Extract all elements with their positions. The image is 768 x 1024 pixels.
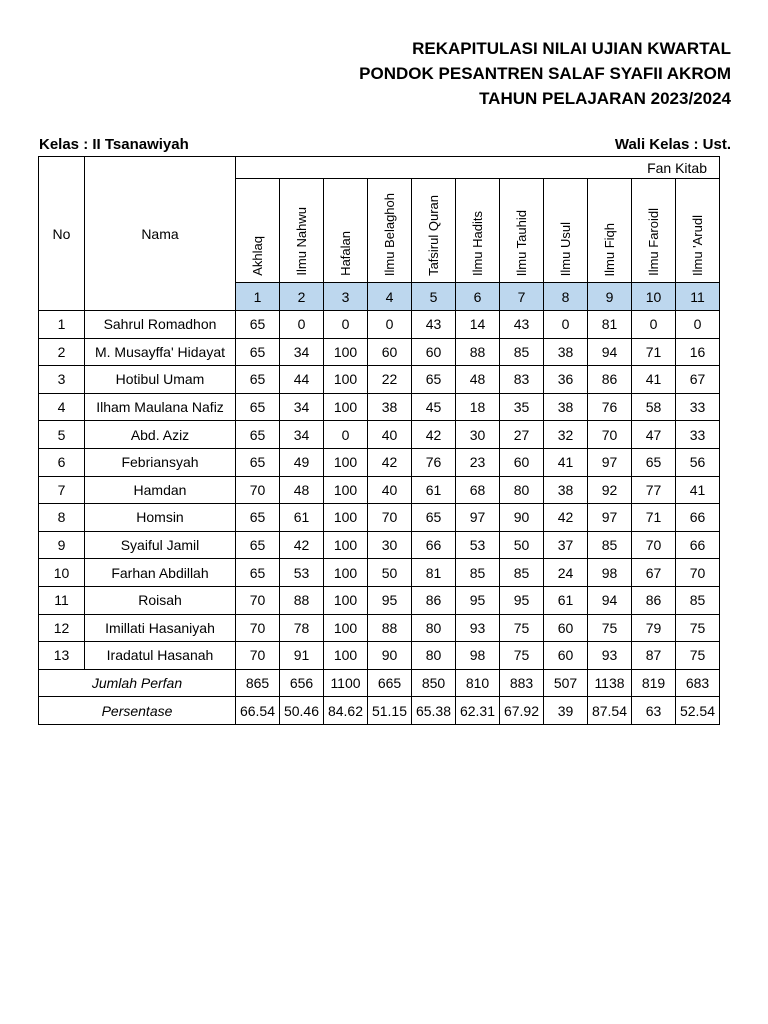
score-cell: 67	[676, 366, 720, 394]
wali-kelas-label: Wali Kelas : Ust.	[614, 136, 731, 153]
persentase-value: 39	[544, 697, 588, 725]
score-cell: 65	[236, 338, 280, 366]
jumlah-perfan-row	[39, 669, 720, 697]
subject-number: 4	[368, 283, 412, 311]
score-cell: 23	[456, 448, 500, 476]
score-cell: 100	[324, 448, 368, 476]
title-line-3: TAHUN PELAJARAN 2023/2024	[479, 89, 731, 108]
student-name: Sahrul Romadhon	[85, 311, 236, 339]
subject-header	[500, 179, 544, 283]
score-cell: 65	[236, 559, 280, 587]
score-cell: 65	[236, 393, 280, 421]
score-cell: 49	[280, 448, 324, 476]
jumlah-value: 1138	[588, 669, 632, 697]
score-cell: 48	[280, 476, 324, 504]
score-cell: 78	[280, 614, 324, 642]
score-cell: 34	[280, 393, 324, 421]
score-cell: 61	[544, 586, 588, 614]
persentase-value: 66.54	[236, 697, 280, 725]
score-cell: 70	[632, 531, 676, 559]
student-name: Roisah	[85, 586, 236, 614]
score-cell: 65	[236, 421, 280, 449]
table-row	[39, 642, 720, 670]
table-row	[39, 531, 720, 559]
table-row	[39, 504, 720, 532]
student-name: Imillati Hasaniyah	[85, 614, 236, 642]
score-cell: 85	[500, 338, 544, 366]
score-cell: 65	[236, 366, 280, 394]
jumlah-value: 865	[236, 669, 280, 697]
persentase-row	[39, 697, 720, 725]
score-cell: 93	[588, 642, 632, 670]
score-cell: 76	[588, 393, 632, 421]
jumlah-value: 819	[632, 669, 676, 697]
score-cell: 95	[368, 586, 412, 614]
header-fan-kitab: Fan Kitab	[236, 157, 720, 179]
score-cell: 75	[676, 614, 720, 642]
table-row	[39, 311, 720, 339]
jumlah-value: 1100	[324, 669, 368, 697]
score-cell: 100	[324, 531, 368, 559]
score-cell: 34	[280, 338, 324, 366]
score-cell: 100	[324, 642, 368, 670]
score-cell: 66	[412, 531, 456, 559]
score-cell: 81	[412, 559, 456, 587]
score-cell: 60	[412, 338, 456, 366]
score-cell: 91	[280, 642, 324, 670]
table-row	[39, 393, 720, 421]
subject-label: Ilmu Usul	[558, 221, 573, 276]
score-cell: 88	[280, 586, 324, 614]
subject-label: Tafsirul Quran	[426, 195, 441, 276]
score-cell: 38	[544, 476, 588, 504]
score-cell: 71	[632, 504, 676, 532]
score-cell: 37	[544, 531, 588, 559]
score-cell: 79	[632, 614, 676, 642]
persentase-value: 50.46	[280, 697, 324, 725]
subject-label: Akhlaq	[250, 236, 265, 276]
jumlah-value: 507	[544, 669, 588, 697]
row-number: 10	[39, 559, 85, 587]
subject-label: Ilmu Fiqh	[602, 222, 617, 276]
row-number: 13	[39, 642, 85, 670]
persentase-value: 67.92	[500, 697, 544, 725]
score-cell: 42	[368, 448, 412, 476]
persentase-value: 87.54	[588, 697, 632, 725]
score-cell: 75	[500, 614, 544, 642]
score-cell: 97	[588, 504, 632, 532]
score-cell: 33	[676, 421, 720, 449]
score-cell: 86	[588, 366, 632, 394]
score-cell: 80	[412, 642, 456, 670]
student-name: Farhan Abdillah	[85, 559, 236, 587]
score-cell: 85	[588, 531, 632, 559]
score-cell: 65	[236, 504, 280, 532]
score-cell: 75	[676, 642, 720, 670]
score-cell: 42	[544, 504, 588, 532]
score-cell: 65	[632, 448, 676, 476]
student-name: Syaiful Jamil	[85, 531, 236, 559]
jumlah-value: 810	[456, 669, 500, 697]
table-row	[39, 476, 720, 504]
subject-header	[676, 179, 720, 283]
jumlah-value: 850	[412, 669, 456, 697]
jumlah-value: 883	[500, 669, 544, 697]
student-name: Homsin	[85, 504, 236, 532]
subject-number: 6	[456, 283, 500, 311]
table-row	[39, 559, 720, 587]
score-cell: 80	[500, 476, 544, 504]
subject-number: 7	[500, 283, 544, 311]
score-cell: 60	[544, 614, 588, 642]
student-name: Abd. Aziz	[85, 421, 236, 449]
student-name: Hotibul Umam	[85, 366, 236, 394]
score-cell: 90	[368, 642, 412, 670]
score-cell: 14	[456, 311, 500, 339]
row-number: 11	[39, 586, 85, 614]
score-cell: 100	[324, 393, 368, 421]
score-cell: 87	[632, 642, 676, 670]
score-cell: 75	[588, 614, 632, 642]
score-cell: 86	[632, 586, 676, 614]
persentase-value: 62.31	[456, 697, 500, 725]
score-cell: 0	[324, 311, 368, 339]
subject-header	[368, 179, 412, 283]
subject-header	[456, 179, 500, 283]
score-cell: 81	[588, 311, 632, 339]
score-cell: 0	[324, 421, 368, 449]
score-cell: 76	[412, 448, 456, 476]
score-cell: 70	[588, 421, 632, 449]
score-cell: 60	[500, 448, 544, 476]
score-cell: 85	[456, 559, 500, 587]
table-row	[39, 421, 720, 449]
persentase-value: 51.15	[368, 697, 412, 725]
score-cell: 41	[632, 366, 676, 394]
table-row	[39, 614, 720, 642]
subject-number: 8	[544, 283, 588, 311]
score-cell: 65	[412, 366, 456, 394]
row-number: 3	[39, 366, 85, 394]
score-cell: 66	[676, 504, 720, 532]
score-cell: 33	[676, 393, 720, 421]
score-cell: 88	[368, 614, 412, 642]
score-cell: 50	[368, 559, 412, 587]
row-number: 12	[39, 614, 85, 642]
score-cell: 60	[544, 642, 588, 670]
score-cell: 35	[500, 393, 544, 421]
score-cell: 58	[632, 393, 676, 421]
score-cell: 98	[456, 642, 500, 670]
subject-label: Ilmu Tauhid	[514, 209, 529, 276]
subject-number: 1	[236, 283, 280, 311]
kelas-label: Kelas : II Tsanawiyah	[39, 136, 189, 153]
score-cell: 85	[676, 586, 720, 614]
jumlah-value: 656	[280, 669, 324, 697]
score-cell: 97	[588, 448, 632, 476]
score-cell: 92	[588, 476, 632, 504]
score-cell: 80	[412, 614, 456, 642]
score-cell: 27	[500, 421, 544, 449]
title-line-1: REKAPITULASI NILAI UJIAN KWARTAL	[412, 39, 731, 58]
score-cell: 70	[236, 586, 280, 614]
score-cell: 71	[632, 338, 676, 366]
score-cell: 65	[236, 531, 280, 559]
subject-header	[412, 179, 456, 283]
score-cell: 53	[280, 559, 324, 587]
score-cell: 0	[544, 311, 588, 339]
student-name: Febriansyah	[85, 448, 236, 476]
score-cell: 40	[368, 421, 412, 449]
row-number: 9	[39, 531, 85, 559]
score-cell: 100	[324, 504, 368, 532]
score-cell: 36	[544, 366, 588, 394]
subject-header	[588, 179, 632, 283]
score-cell: 95	[500, 586, 544, 614]
score-cell: 94	[588, 586, 632, 614]
subject-label: Ilmu Hadits	[470, 210, 485, 276]
subject-header	[632, 179, 676, 283]
score-cell: 95	[456, 586, 500, 614]
score-cell: 70	[236, 476, 280, 504]
score-cell: 30	[368, 531, 412, 559]
table-row	[39, 448, 720, 476]
subject-header	[324, 179, 368, 283]
persentase-value: 84.62	[324, 697, 368, 725]
subject-label: Hafalan	[338, 231, 353, 276]
score-cell: 0	[368, 311, 412, 339]
subject-number: 11	[676, 283, 720, 311]
score-cell: 43	[412, 311, 456, 339]
subject-label: Ilmu Belaghoh	[382, 192, 397, 276]
score-cell: 47	[632, 421, 676, 449]
score-cell: 45	[412, 393, 456, 421]
score-cell: 38	[368, 393, 412, 421]
score-cell: 100	[324, 366, 368, 394]
subject-header	[236, 179, 280, 283]
score-cell: 70	[236, 642, 280, 670]
score-cell: 66	[676, 531, 720, 559]
score-cell: 50	[500, 531, 544, 559]
row-number: 6	[39, 448, 85, 476]
subject-number: 9	[588, 283, 632, 311]
score-cell: 48	[456, 366, 500, 394]
grades-table	[38, 156, 720, 725]
score-cell: 100	[324, 559, 368, 587]
score-cell: 86	[412, 586, 456, 614]
score-cell: 16	[676, 338, 720, 366]
score-cell: 41	[676, 476, 720, 504]
header-nama: Nama	[85, 157, 236, 311]
row-number: 7	[39, 476, 85, 504]
score-cell: 100	[324, 586, 368, 614]
score-cell: 85	[500, 559, 544, 587]
score-cell: 94	[588, 338, 632, 366]
score-cell: 93	[456, 614, 500, 642]
score-cell: 0	[632, 311, 676, 339]
score-cell: 100	[324, 476, 368, 504]
row-number: 5	[39, 421, 85, 449]
score-cell: 77	[632, 476, 676, 504]
score-cell: 44	[280, 366, 324, 394]
score-cell: 65	[236, 311, 280, 339]
score-cell: 65	[412, 504, 456, 532]
score-cell: 34	[280, 421, 324, 449]
score-cell: 40	[368, 476, 412, 504]
subject-label: Ilmu Nahwu	[294, 207, 309, 276]
score-cell: 61	[280, 504, 324, 532]
subject-label: Ilmu Faroidl	[646, 208, 661, 276]
persentase-value: 65.38	[412, 697, 456, 725]
score-cell: 61	[412, 476, 456, 504]
score-cell: 83	[500, 366, 544, 394]
score-cell: 18	[456, 393, 500, 421]
score-cell: 0	[676, 311, 720, 339]
table-row	[39, 366, 720, 394]
jumlah-value: 665	[368, 669, 412, 697]
jumlah-value: 683	[676, 669, 720, 697]
score-cell: 65	[236, 448, 280, 476]
title-line-2: PONDOK PESANTREN SALAF SYAFII AKROM	[359, 64, 731, 83]
score-cell: 75	[500, 642, 544, 670]
score-cell: 88	[456, 338, 500, 366]
score-cell: 38	[544, 338, 588, 366]
score-cell: 56	[676, 448, 720, 476]
score-cell: 30	[456, 421, 500, 449]
score-cell: 60	[368, 338, 412, 366]
score-cell: 24	[544, 559, 588, 587]
table-row	[39, 338, 720, 366]
score-cell: 32	[544, 421, 588, 449]
subject-number: 5	[412, 283, 456, 311]
score-cell: 42	[280, 531, 324, 559]
score-cell: 53	[456, 531, 500, 559]
row-number: 2	[39, 338, 85, 366]
row-number: 1	[39, 311, 85, 339]
score-cell: 100	[324, 338, 368, 366]
subject-header	[280, 179, 324, 283]
score-cell: 43	[500, 311, 544, 339]
student-name: Hamdan	[85, 476, 236, 504]
score-cell: 68	[456, 476, 500, 504]
subject-header	[544, 179, 588, 283]
subject-number: 3	[324, 283, 368, 311]
score-cell: 0	[280, 311, 324, 339]
subject-number: 2	[280, 283, 324, 311]
score-cell: 70	[236, 614, 280, 642]
score-cell: 22	[368, 366, 412, 394]
persentase-value: 63	[632, 697, 676, 725]
score-cell: 90	[500, 504, 544, 532]
score-cell: 100	[324, 614, 368, 642]
student-name: M. Musayffa' Hidayat	[85, 338, 236, 366]
persentase-label: Persentase	[39, 697, 236, 725]
row-number: 4	[39, 393, 85, 421]
header-no: No	[39, 157, 85, 311]
score-cell: 38	[544, 393, 588, 421]
persentase-value: 52.54	[676, 697, 720, 725]
score-cell: 98	[588, 559, 632, 587]
jumlah-perfan-label: Jumlah Perfan	[39, 669, 236, 697]
score-cell: 97	[456, 504, 500, 532]
table-row	[39, 586, 720, 614]
student-name: Ilham Maulana Nafiz	[85, 393, 236, 421]
score-cell: 67	[632, 559, 676, 587]
row-number: 8	[39, 504, 85, 532]
score-cell: 70	[368, 504, 412, 532]
student-name: Iradatul Hasanah	[85, 642, 236, 670]
score-cell: 70	[676, 559, 720, 587]
score-cell: 42	[412, 421, 456, 449]
subject-label: Ilmu 'Arudl	[690, 214, 705, 276]
score-cell: 41	[544, 448, 588, 476]
subject-number: 10	[632, 283, 676, 311]
